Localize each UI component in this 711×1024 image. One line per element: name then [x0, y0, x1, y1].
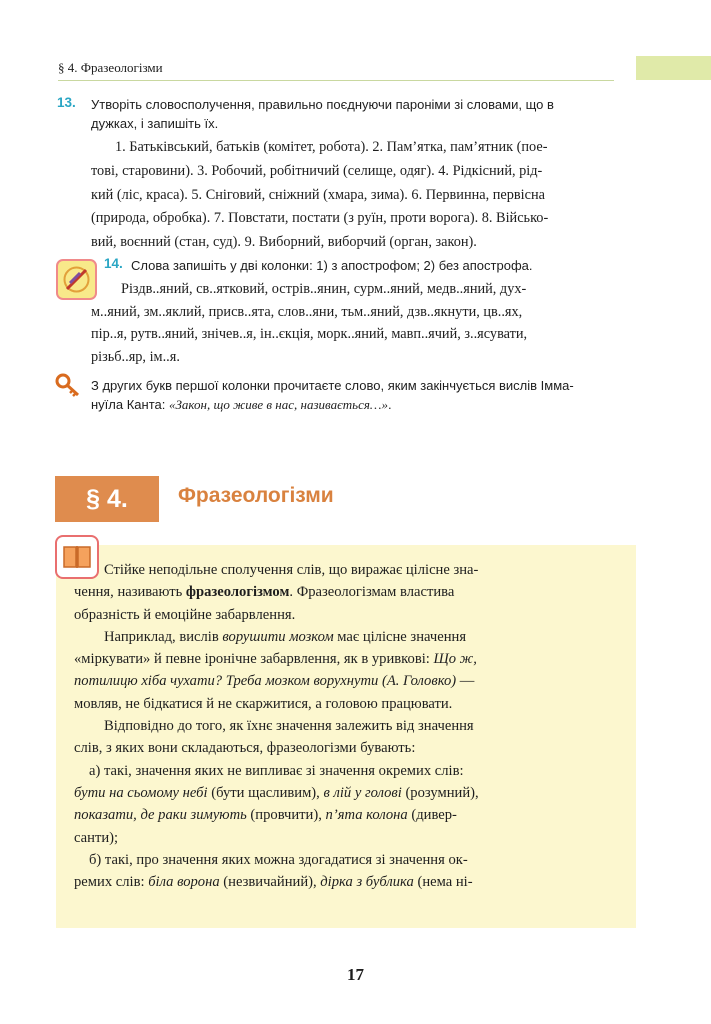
rule-item-a: а) такі, значення яких не випливає зі значення окремих слів: бути на сьомому небі (бути щасливим), в лій у голові (розумний), показати, де раки зимують (провчити), п’ята колона (дивер- санти); [74, 762, 479, 846]
exercise-14-body [91, 278, 636, 368]
key-icon [55, 373, 81, 397]
exercise-13-body [91, 136, 636, 255]
text-line: 1. Батьківський, батьків (комітет, робота). 2. Пам’ятка, пам’ятник (пое- [115, 139, 548, 155]
text-line: тові, старовини). 3. Робочий, робітничий (селище, одяг). 4. Рідкісний, рід- [91, 162, 543, 179]
instruction-line: дужках, і запишіть їх. [91, 116, 219, 131]
text-line: вий, воєнний (стан, суд). 9. Виборний, виборчий (орган, закон). [91, 234, 477, 251]
rule-paragraph-3: Відповідно до того, як їхнє значення залежить від значення слів, з яких вони складаються, фразеологізми бувають: [74, 718, 474, 757]
rule-body [74, 559, 614, 893]
exercise-14-number: 14. [104, 256, 123, 271]
exercise-14-instruction: Слова запишіть у дві колонки: 1) з апострофом; 2) без апострофа. [131, 258, 533, 273]
chapter-tab [636, 56, 711, 80]
text-line: кий (ліс, краса). 5. Сніговий, сніжний (хмара, зима). 6. Первинна, первісна [91, 186, 545, 203]
text-line: різьб..яр, ім..я. [91, 348, 180, 365]
exercise-13-number: 13. [57, 95, 76, 110]
key-task-text [91, 376, 636, 414]
text-line: нуїла Канта: «Закон, що живе в нас, називається…». [91, 397, 392, 412]
rule-item-b: б) такі, про значення яких можна здогадатися зі значення ок- ремих слів: біла ворона (незвичайний), дірка з бублика (нема ні- [74, 851, 473, 891]
header-title: § 4. Фразеологізми [58, 60, 163, 75]
kant-quote: «Закон, що живе в нас, називається…» [168, 397, 388, 412]
page-number: 17 [347, 965, 364, 984]
text-line: м..яний, зм..яклий, присв..ята, слов..яни, тьм..яний, дзв..якнути, цв..ях, [91, 303, 523, 320]
instruction-line: Утворіть словосполучення, правильно поєднуючи пароніми зі словами, що в [91, 97, 554, 112]
text-line: пір..я, рутв..яний, знічев..я, ін..єкція, морк..яний, мавп..ячий, з..ясувати, [91, 326, 528, 342]
rule-paragraph-2: Наприклад, вислів ворушити мозком має цілісне значення «міркувати» й певне іронічне забарвлення, як в уривкові: Що ж, потилицю хіба чухати? Треба мозком ворухнути (А. Головко) — мовляв, не бідкатися й не скаржитися, а головою працювати. [74, 628, 477, 712]
text-line: Різдв..яний, св..ятковий, острів..янин, сурм..яний, медв..яний, дух- [121, 281, 527, 297]
section-badge: § 4. [55, 476, 159, 522]
section-title: Фразеологізми [178, 484, 334, 507]
rule-paragraph-1: Стійке неподільне сполучення слів, що виражає цілісне зна- чення, називають фразеологізмом. Фразеологізмам властива образність й емоційне забарвлення. [74, 562, 479, 623]
running-header [58, 58, 614, 81]
exercise-13-instruction [91, 95, 636, 133]
term-phraseologism: фразеологізмом [185, 584, 290, 601]
text-line: З других букв першої колонки прочитаєте слово, яким закінчується вислів Імма- [91, 378, 574, 393]
text-line: (природа, обробка). 7. Повстати, постати (з руїн, проти ворога). 8. Військо- [91, 210, 549, 227]
